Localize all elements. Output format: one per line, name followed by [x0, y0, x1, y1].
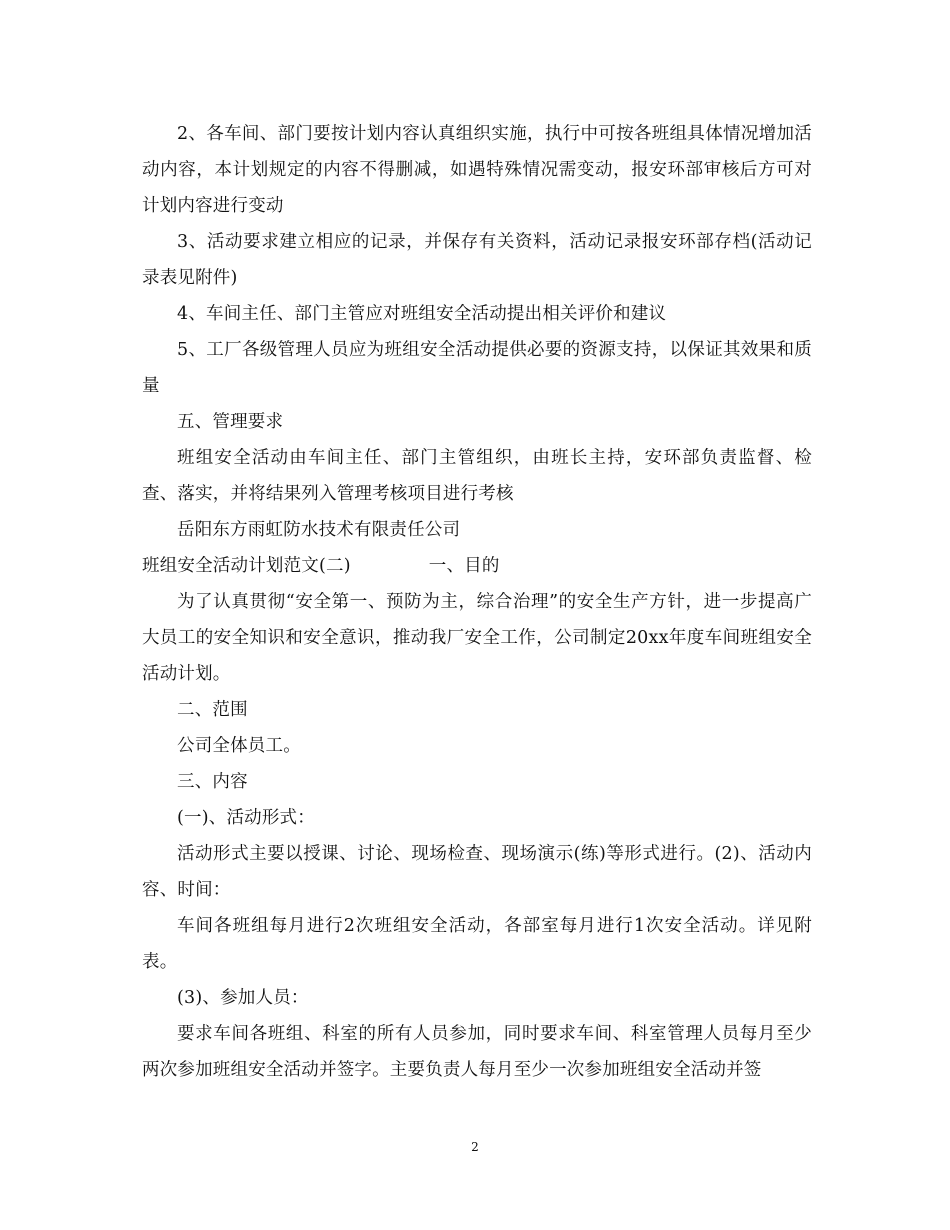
paragraph-activity-form: 活动形式主要以授课、讨论、现场检查、现场演示(练)等形式进行。(2)、活动内容、时间：	[142, 844, 812, 900]
paragraph-activity-time: 车间各班组每月进行2次班组安全活动，各部室每月进行1次安全活动。详见附表。	[142, 916, 812, 972]
paragraph-scope: 公司全体员工。	[177, 736, 301, 756]
section-title-line	[142, 548, 812, 584]
page-number: 2	[471, 1140, 479, 1154]
paragraph-purpose: 为了认真贯彻“安全第一、预防为主，综合治理”的安全生产方针，进一步提高广大员工的安全知识和安全意识，推动我厂安全工作，公司制定20xx年度车间班组安全活动计划。	[142, 592, 812, 684]
heading-management-requirements: 五、管理要求	[177, 412, 284, 432]
paragraph-item-2: 2、各车间、部门要按计划内容认真组织实施，执行中可按各班组具体情况增加活动内容，本计划规定的内容不得删减，如遇特殊情况需变动，报安环部审核后方可对计划内容进行变动	[142, 124, 812, 216]
paragraph-item-4: 4、车间主任、部门主管应对班组安全活动提出相关评价和建议	[177, 304, 667, 324]
section-first-item: 一、目的	[428, 556, 500, 576]
paragraph-management-text: 班组安全活动由车间主任、部门主管组织，由班长主持，安环部负责监督、检查、落实，并将结果列入管理考核项目进行考核	[142, 448, 812, 504]
paragraph-item-3: 3、活动要求建立相应的记录，并保存有关资料，活动记录报安环部存档(活动记录表见附件)	[142, 232, 812, 288]
company-name: 岳阳东方雨虹防水技术有限责任公司	[177, 520, 461, 540]
paragraph-item-5: 5、工厂各级管理人员应为班组安全活动提供必要的资源支持，以保证其效果和质量	[142, 340, 812, 396]
subheading-activity-form: (一)、活动形式：	[177, 808, 315, 828]
heading-scope: 二、范围	[177, 700, 248, 720]
subheading-participants: (3)、参加人员：	[177, 988, 309, 1008]
heading-content: 三、内容	[177, 772, 248, 792]
paragraph-participants: 要求车间各班组、科室的所有人员参加，同时要求车间、科室管理人员每月至少两次参加班组安全活动并签字。主要负责人每月至少一次参加班组安全活动并签	[142, 1024, 812, 1080]
section-title: 班组安全活动计划范文(二)	[142, 556, 351, 576]
